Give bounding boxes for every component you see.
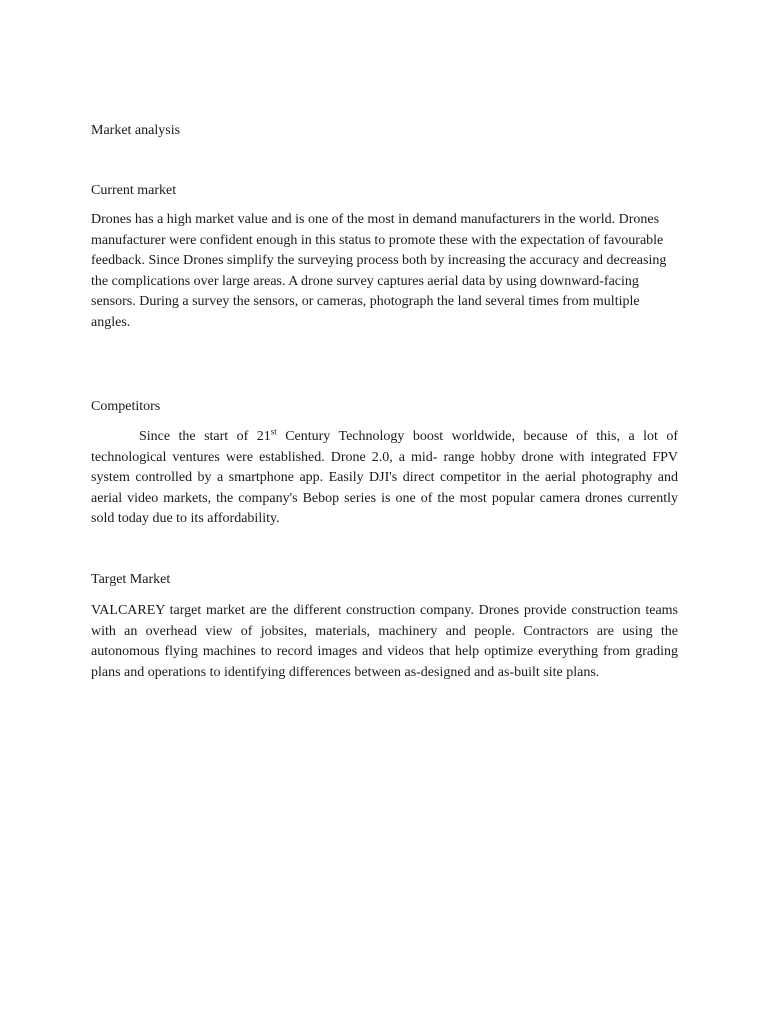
competitors-text-after: Century Technology boost worldwide, because of this, a lot of technological ventures were established. Drone 2.0, a mid- range hobby drone with integrated FPV system controlled by a smartphone app. Easily DJI's direct competitor in the aerial photography and aerial video markets, the company's Bebop series is one of the most popular camera drones currently sold today due to its affordability. — [91, 429, 678, 526]
document-title: Market analysis — [91, 123, 181, 138]
ordinal-superscript: st — [270, 426, 277, 437]
target-market-paragraph: VALCAREY target market are the different construction company. Drones provide construction teams with an overhead view of jobsites, materials, machinery and people. Contractors are using the autonomous flying machines to record images and videos that help optimize everything from grading plans and operations to identifying differences between as-designed and as-built site plans. — [91, 603, 678, 680]
competitors-heading: Competitors — [91, 399, 161, 414]
document-page — [91, 0, 678, 1024]
target-market-heading: Target Market — [91, 572, 171, 587]
current-market-paragraph: Drones has a high market value and is one of the most in demand manufacturers in the world. Drones manufacturer were confident enough in this status to promote these with the expectation of favourable feedback. Since Drones simplify the surveying process both by increasing the accuracy and decreasing the complications over large areas. A drone survey captures aerial data by using downward-facing sensors. During a survey the sensors, or cameras, photograph the land several times from multiple angles. — [91, 212, 667, 330]
current-market-heading: Current market — [91, 183, 177, 198]
competitors-text-before: Since the start of 21 — [139, 429, 271, 444]
competitors-paragraph — [91, 427, 678, 530]
